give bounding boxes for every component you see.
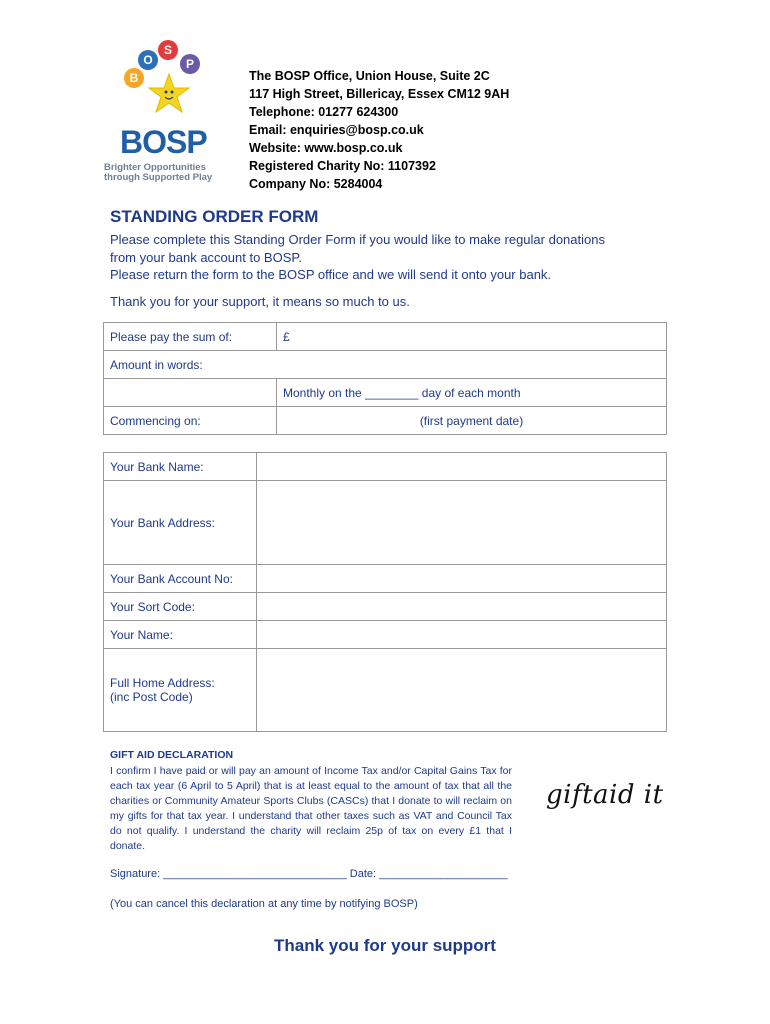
table-row [104,649,667,732]
sum-field[interactable]: £ [277,323,667,351]
table-row [104,453,667,481]
home-address-label-line2: (inc Post Code) [110,690,193,704]
table-row [104,323,667,351]
amount-in-words-field[interactable]: Amount in words: [104,351,667,379]
thanks-line: Thank you for your support, it means so much to us. [110,294,410,309]
signature-date-line[interactable]: Signature: ______________________________ Date: _____________________ [110,868,508,880]
first-payment-date-field[interactable]: (first payment date) [277,407,667,435]
logo-letter-b: B [129,71,139,85]
giftaid-it-logo: giftaid it [546,780,664,810]
table-row [104,593,667,621]
email: Email: enquiries@bosp.co.uk [249,123,424,137]
intro-line-3: Please return the form to the BOSP office and we will send it onto your bank. [110,267,552,282]
website: Website: www.bosp.co.uk [249,141,403,155]
address-line-1: The BOSP Office, Union House, Suite 2C [249,69,490,83]
logo-letter-o: O [143,53,153,67]
logo-letter-s: S [163,43,173,57]
bank-address-field[interactable] [257,481,667,565]
logo-tagline-line1: Brighter Opportunities [104,162,206,173]
bank-name-field[interactable] [257,453,667,481]
bosp-star-mascot-icon [114,40,204,118]
logo-letter-p: P [185,57,195,71]
thank-you-footer: Thank you for your support [274,936,496,955]
gift-aid-title: GIFT AID DECLARATION [110,749,234,761]
table-row [104,351,667,379]
table-row [104,407,667,435]
intro-line-2: from your bank account to BOSP. [110,249,302,265]
address-line-2: 117 High Street, Billericay, Essex CM12 9AH [249,87,510,101]
monthly-day-field[interactable]: Monthly on the ________ day of each month [277,379,667,407]
table-row [104,379,667,407]
logo-wordmark: BOSP [120,124,207,160]
account-number-field[interactable] [257,565,667,593]
form-title: STANDING ORDER FORM [110,207,319,226]
commencing-label: Commencing on: [104,407,277,435]
home-address-label [104,649,257,732]
home-address-label-line1: Full Home Address: [110,676,215,690]
company-number: Company No: 5284004 [249,177,383,191]
bank-address-label: Your Bank Address: [104,481,257,565]
account-number-label: Your Bank Account No: [104,565,257,593]
logo-tagline-line2: through Supported Play [104,172,213,183]
monthly-label-cell [104,379,277,407]
telephone: Telephone: 01277 624300 [249,105,399,119]
charity-number: Registered Charity No: 1107392 [249,159,436,173]
sort-code-field[interactable] [257,593,667,621]
intro-line-1: Please complete this Standing Order Form if you would like to make regular donations [110,232,605,247]
table-row [104,481,667,565]
your-name-label: Your Name: [104,621,257,649]
payment-table [103,322,667,435]
gift-aid-declaration-text: I confirm I have paid or will pay an amount of Income Tax and/or Capital Gains Tax for each tax year (6 April to 5 April) that is at least equal to the amount of tax that all the charities or Community Amateur Sports Clubs (CASCs) that I donate to will reclaim on my gifts for that tax year. I understand that other taxes such as VAT and Council Tax do not qualify. I understand the charity will reclaim 25p of tax on every £1 that I donate. [110,765,512,852]
table-row [104,565,667,593]
table-row [104,621,667,649]
sum-label: Please pay the sum of: [104,323,277,351]
form-intro [110,231,670,284]
bank-details-table [103,452,667,732]
bosp-logo [100,40,230,190]
office-address [249,67,509,193]
bank-name-label: Your Bank Name: [104,453,257,481]
your-name-field[interactable] [257,621,667,649]
logo-tagline [104,163,234,183]
cancel-note: (You can cancel this declaration at any time by notifying BOSP) [110,898,418,910]
home-address-field[interactable] [257,649,667,732]
sort-code-label: Your Sort Code: [104,593,257,621]
